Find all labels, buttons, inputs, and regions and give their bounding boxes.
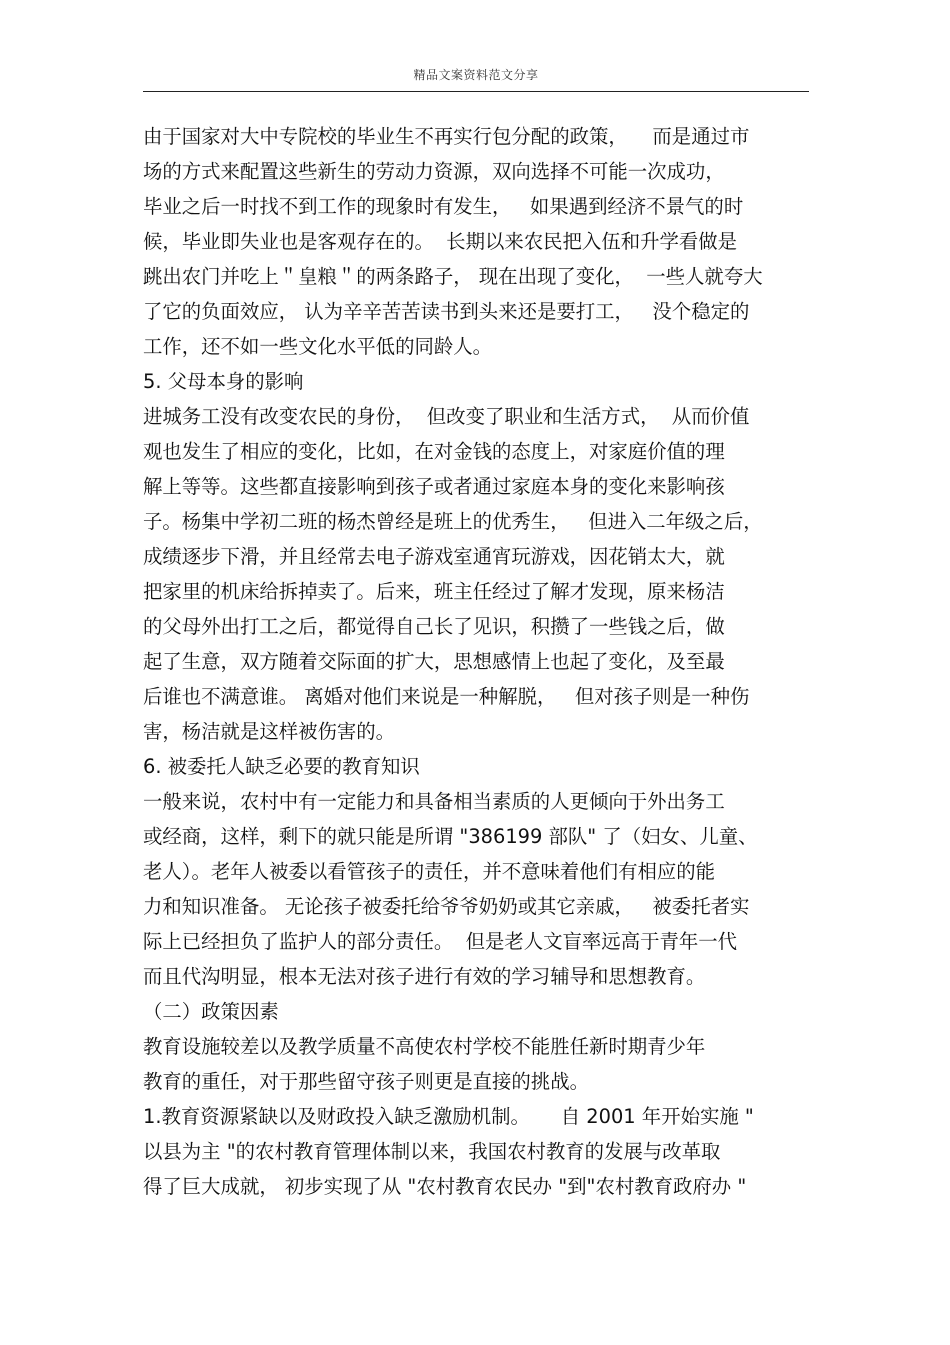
body-line: 而且代沟明显，根本无法对孩子进行有效的学习辅导和思想教育。: [143, 965, 706, 988]
body-line: 由于国家对大中专院校的毕业生不再实行包分配的政策， 而是通过市: [143, 125, 750, 148]
body-line: 的父母外出打工之后，都觉得自己长了见识，积攒了一些钱之后，做: [143, 615, 725, 638]
body-line: 毕业之后一时找不到工作的现象时有发生， 如果遇到经济不景气的时: [143, 195, 744, 218]
body-line: 力和知识准备。 无论孩子被委托给爷爷奶奶或其它亲戚， 被委托者实: [143, 895, 750, 918]
body-line: 害，杨洁就是这样被伤害的。: [143, 720, 396, 743]
document-body: [143, 119, 809, 1204]
body-line: 解上等等。这些都直接影响到孩子或者通过家庭本身的变化来影响孩: [143, 475, 725, 498]
body-line: 了它的负面效应， 认为辛辛苦苦读书到头来还是要打工， 没个稳定的: [143, 300, 750, 323]
body-line: 场的方式来配置这些新生的劳动力资源，双向选择不可能一次成功，: [143, 160, 725, 183]
body-line: 后谁也不满意谁。 离婚对他们来说是一种解脱， 但对孩子则是一种伤: [143, 685, 750, 708]
body-line: 教育设施较差以及教学质量不高使农村学校不能胜任新时期青少年: [143, 1035, 706, 1058]
body-line: 起了生意，双方随着交际面的扩大，思想感情上也起了变化，及至最: [143, 650, 725, 673]
page-header: 精品文案资料范文分享: [413, 68, 539, 82]
body-line: 观也发生了相应的变化，比如，在对金钱的态度上，对家庭价值的理: [143, 440, 725, 463]
body-line: 1.教育资源紧缺以及财政投入缺乏激励机制。 自 2001 年开始实施 ": [143, 1105, 754, 1128]
body-line: 老人）。老年人被委以看管孩子的责任，并不意味着他们有相应的能: [143, 860, 716, 883]
header-divider: [143, 91, 809, 92]
body-line: 成绩逐步下滑，并且经常去电子游戏室通宵玩游戏，因花销太大，就: [143, 545, 725, 568]
section-heading: 5. 父母本身的影响: [143, 370, 304, 393]
body-line: 以县为主 "的农村教育管理体制以来，我国农村教育的发展与改革取: [143, 1140, 721, 1163]
body-line: 际上已经担负了监护人的部分责任。 但是老人文盲率远高于青年一代: [143, 930, 738, 953]
body-line: 一般来说，农村中有一定能力和具备相当素质的人更倾向于外出务工: [143, 790, 725, 813]
body-line: 跳出农门并吃上＂皇粮＂的两条路子， 现在出现了变化， 一些人就夸大: [143, 265, 763, 288]
section-heading: （二）政策因素: [143, 1000, 279, 1023]
body-line: 得了巨大成就， 初步实现了从 "农村教育农民办 "到"农村教育政府办 ": [143, 1175, 747, 1198]
body-line: 子。杨集中学初二班的杨杰曾经是班上的优秀生， 但进入二年级之后，: [143, 510, 763, 533]
body-line: 把家里的机床给拆掉卖了。后来，班主任经过了解才发现，原来杨洁: [143, 580, 725, 603]
body-line: 候，毕业即失业也是客观存在的。 长期以来农民把入伍和升学看做是: [143, 230, 738, 253]
section-heading: 6. 被委托人缺乏必要的教育知识: [143, 755, 420, 778]
body-line: 或经商，这样，剩下的就只能是所谓 "386199 部队" 了（妇女、儿童、: [143, 825, 758, 848]
body-line: 工作，还不如一些文化水平低的同龄人。: [143, 335, 493, 358]
body-line: 进城务工没有改变农民的身份， 但改变了职业和生活方式， 从而价值: [143, 405, 750, 428]
body-line: 教育的重任，对于那些留守孩子则更是直接的挑战。: [143, 1070, 589, 1093]
